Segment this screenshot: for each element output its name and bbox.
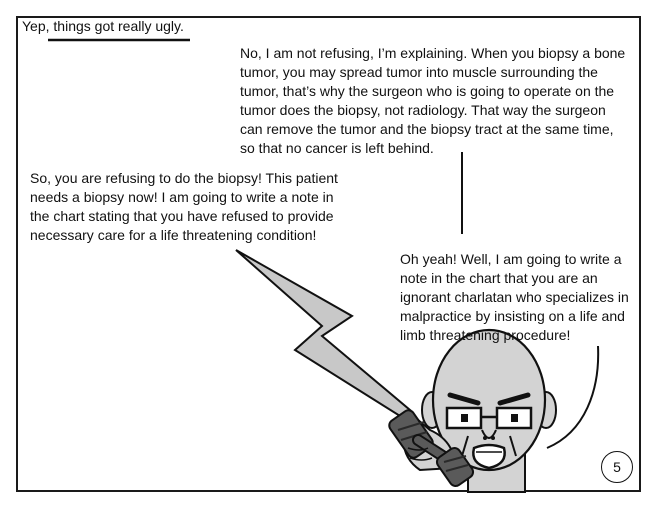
caption-text: Yep, things got really ugly. (22, 18, 184, 34)
speech-phone-caller: So, you are refusing to do the biopsy! This patient needs a biopsy now! I am going to write a note in the chart stating that you have refused to provide necessary care for a life threatening condition! (30, 170, 338, 243)
speech-character: Oh yeah! Well, I am going to write a note in the chart that you are an ignorant charlatan who specializes in malpractice by insisting on a life and limb threatening procedure! (400, 251, 629, 343)
speech-radiologist: No, I am not refusing, I’m explaining. When you biopsy a bone tumor, you may spread tumor into muscle surrounding the tumor, that’s why the surgeon who is going to operate on the tumor does the biopsy, not radiology. That way the surgeon can remove the tumor and the biopsy tract at the same time, so that no cancer is left behind. (240, 45, 626, 156)
speech-tail-right (547, 346, 598, 448)
page-number-badge: 5 (601, 451, 633, 483)
lightning-bolt-icon (236, 250, 410, 416)
